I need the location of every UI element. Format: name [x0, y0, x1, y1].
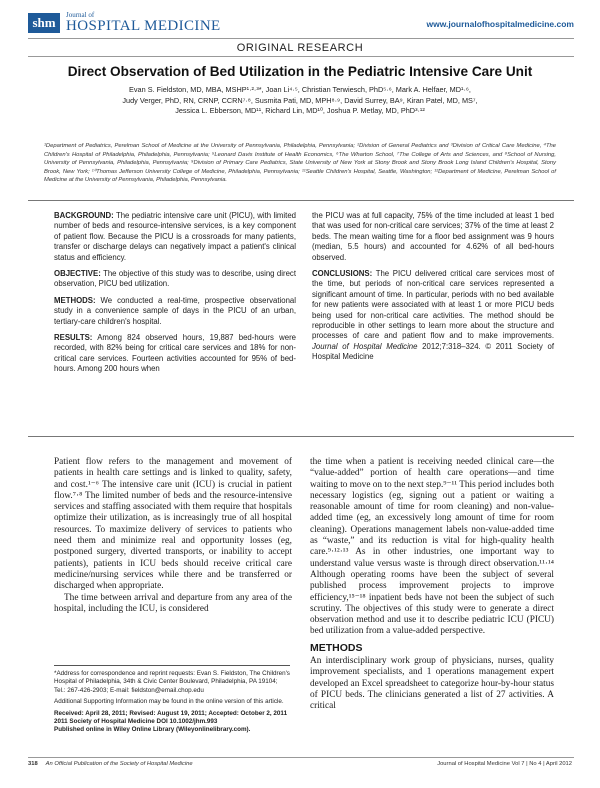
abstract-objective: OBJECTIVE: The objective of this study was to describe, using direct observation, PICU bed utilization.: [54, 269, 296, 289]
abstract-bottom-rule: [28, 436, 574, 437]
abstract-right-column: [312, 211, 554, 369]
supporting-info: Additional Supporting Information may be found in the online version of this article.: [54, 698, 284, 706]
header-divider: [28, 38, 574, 39]
article-dates: Received: April 28, 2011; Revised: August 19, 2011; Accepted: October 2, 2011: [54, 709, 288, 717]
author-list: [60, 85, 540, 117]
section-divider: [28, 56, 574, 57]
authors-line: Judy Verger, PhD, RN, CRNP, CCRN⁷·⁸, Susmita Pati, MD, MPH⁸·⁹, David Surrey, BA⁹, Kiran Patel, MD, MS⁷,: [122, 95, 478, 105]
footer-publication-note: An Official Publication of the Society of Hospital Medicine: [45, 761, 193, 767]
shm-logo: shm: [28, 13, 60, 33]
journal-header: [28, 11, 574, 35]
abstract-methods: METHODS: We conducted a real-time, prospective observational study in a convenience sample of days in the PICU of an urban, tertiary-care children's hospital.: [54, 295, 296, 326]
abstract-results-cont: the PICU was at full capacity, 75% of the time included at least 1 bed that was used for non-critical care services; 37% of the time at least 2 beds. The mean waiting time for a floor bed assignment was 9 hours (median, 5.5 hours) and accounted for 4.62% of all bed-hours observed.: [312, 211, 554, 262]
abstract-left-column: [54, 211, 296, 381]
article-title: Direct Observation of Bed Utilization in the Pediatric Intensive Care Unit: [67, 64, 533, 79]
body-left-column: [54, 457, 292, 615]
section-label: ORIGINAL RESEARCH: [236, 42, 364, 54]
journal-url[interactable]: www.journalofhospitalmedicine.com: [426, 19, 574, 29]
methods-heading: METHODS: [310, 641, 363, 654]
abstract-background: BACKGROUND: The pediatric intensive care unit (PICU), with limited number of beds and resource-intensive services, is a key component of patient flow. Because the PICU is a crossroads for many patients, transfer or discharge delays can negatively impact a patient's clinical status and efficiency.: [54, 211, 296, 262]
body-paragraph: An interdisciplinary work group of physicians, nurses, quality improvement specialists, and 1 operations management expert developed an Excel spreadsheet to categorize hour-by-hour status of PICU beds. The clinicians generated a list of 27 activities. A critical: [310, 656, 554, 712]
footer-right: Journal of Hospital Medicine Vol 7 | No 4 | April 2012: [437, 761, 572, 767]
abstract-conclusions: CONCLUSIONS: The PICU delivered critical care services most of the time, but periods of non-critical care services represented a significant amount of time. In particular, periods with no bed available for new patients were associated with at least 1 or more PICU beds being used for non-critical care activities. The method should be reproducible in other settings to learn more about the structure and processes of care and patient flow and to make improvements. Journal of Hospital Medicine 2012;7:318–324. © 2011 Society of Hospital Medicine: [312, 269, 554, 362]
online-publication: Published online in Wiley Online Library (Wileyonlinelibrary.com).: [54, 726, 251, 734]
society-doi: 2011 Society of Hospital Medicine DOI 10.1002/jhm.993: [54, 718, 218, 726]
affiliations: ¹Department of Pediatrics, Perelman School of Medicine at the University of Pennsylvania, Philadelphia, Pennsylvania; ²Division of General Pediatrics and ³Division of Critical Care Medicine, ⁴The Children's Hospital of Philadelphia, Philadelphia, Pennsylvania; ⁵Leonard Davis Institute of Health Economics, ⁶The Wharton School, ⁷The College of Arts and Sciences, and ⁸School of Nursing, University of Pennsylvania, Philadelphia, Pennsylvania; ⁹Division of Primary Care Pediatrics, State University of New York at Stony Brook and Stony Brook Long Island Children's Hospital, Stony Brook, New York; ¹⁰Thomas Jefferson University College of Medicine, Philadelphia, Pennsylvania; ¹¹Seattle Children's Hospital, Seattle, Washington; ¹²Department of Medicine, Perelman School of Medicine at the University of Pennsylvania, Philadelphia, Pennsylvania.: [44, 143, 556, 184]
footnote-rule: [54, 665, 290, 666]
authors-line: Jessica L. Ebberson, MD¹¹, Richard Lin, MD¹⁰, Joshua P. Metlay, MD, PhD³·¹²: [175, 106, 425, 115]
citation-journal: Journal of Hospital Medicine: [312, 341, 418, 351]
body-paragraph: Patient flow refers to the management and movement of patients in health care settings and is linked to quality, safety, and cost.¹⁻⁶ The intensive care unit (ICU) is crucial in patient flow.⁷·⁸ The limited number of beds and the resource-intensive services and staffing associated with them require that hospitals optimize their utilization, as is increasingly true of all hospital resources. To maximize delivery of services to patients who need them and minimize real and opportunity losses (eg, postponed surgery, diverted transports, or inability to accept patients), patients in ICU beds should receive critical care medicine/nursing services while there and be transferred or discharged when appropriate.: [54, 457, 292, 592]
footer-left: [28, 761, 193, 767]
page-number: 318: [28, 761, 38, 767]
footer-rule: [28, 757, 574, 758]
body-paragraph: the time when a patient is receiving needed clinical care—the “value-added” portion of health care operations—and time waiting to move on to the next step.⁹⁻¹¹ This period includes both necessary logistics (eg, signing out a patient or waiting a reasonable amount of time for room cleaning) and non-value-added time (eg, an excessively long amount of time for room cleaning). Operations management labels non-value-added time as “waste,” and its reduction is vital for high-quality health care.⁹·¹²·¹³ As in other industries, one important way to understand value versus waste is through direct observation.¹¹·¹⁴ Although operating rooms have been the subject of several published process improvement projects to improve efficiency,¹⁵⁻¹⁸ inpatient beds have not been the subject of such scrutiny. The objectives of this study were to generate a direct observation method and use it to describe pediatric ICU (PICU) bed utilization from a value-added perspective.: [310, 457, 554, 637]
body-right-column: [310, 457, 554, 713]
abstract-top-rule: [28, 200, 574, 201]
abstract-results: RESULTS: Among 824 observed hours, 19,887 bed-hours were recorded, with 82% being for critical care services and 18% for non-critical care services. Fourteen activities accounted for 95% of bed-hours. Among 200 hours when: [54, 333, 296, 374]
footnotes: [54, 670, 290, 738]
journal-name-small: Journal of: [66, 11, 95, 19]
corresponding-author: *Address for correspondence and reprint requests: Evan S. Fieldston, The Children's Hospital of Philadelphia, 34th & Civic Center Boulevard, Philadelphia, PA 19104; Tel.: 267-426-2903; E-mail: fieldston@email.chop.edu: [54, 670, 290, 694]
body-paragraph: The time between arrival and departure from any area of the hospital, including the ICU, is considered: [54, 592, 292, 614]
citation-details: 2012;7:318–324. © 2011 Society of Hospital Medicine: [312, 341, 554, 362]
journal-name: HOSPITAL MEDICINE: [66, 18, 221, 34]
authors-line: Evan S. Fieldston, MD, MBA, MSHP¹·²·³*, Joan Li⁴·⁵, Christian Terwiesch, PhD⁵·⁶, Mark A. Helfaer, MD¹·⁶,: [129, 85, 471, 94]
